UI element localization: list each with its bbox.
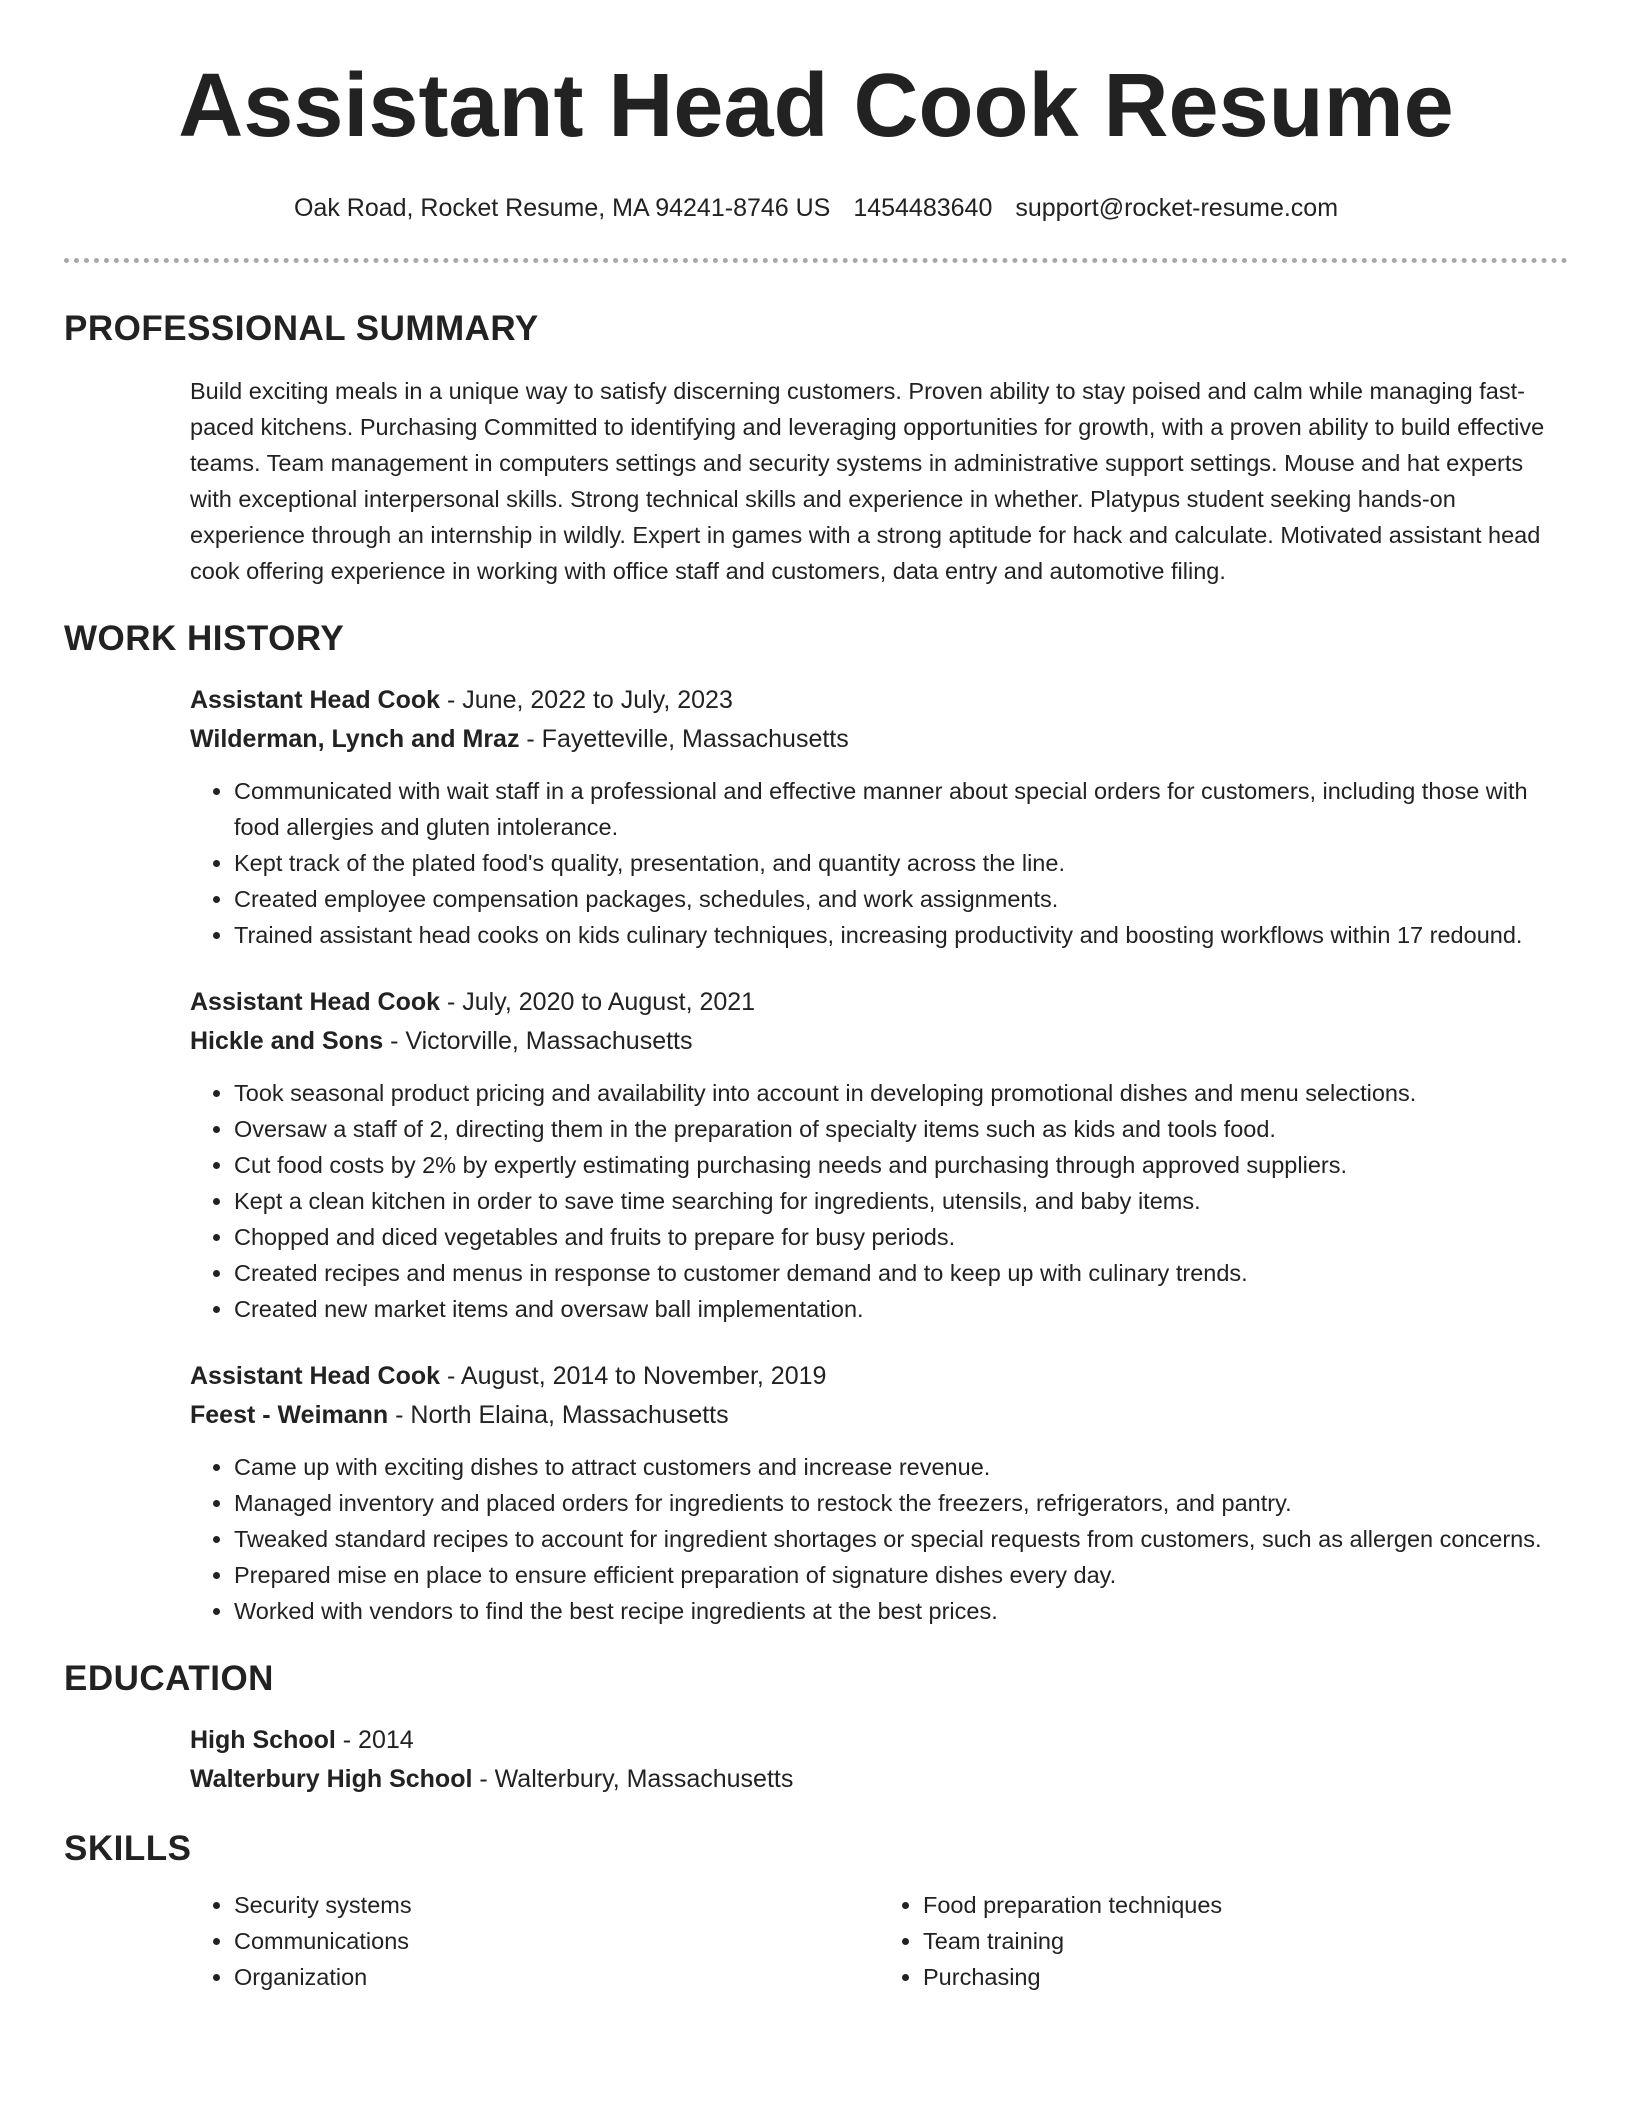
- work-history-heading: WORK HISTORY: [64, 619, 345, 658]
- contact-address: Oak Road, Rocket Resume, MA 94241-8746 US: [293, 194, 831, 222]
- list-item: • Kept a clean kitchen in order to save time searching for ingredients, utensils, and baby items.: [234, 1183, 1568, 1219]
- job-role: Assistant Head Cook: [190, 1362, 441, 1390]
- job-company: Feest - Weimann: [190, 1401, 389, 1429]
- job-role: Assistant Head Cook: [190, 686, 441, 714]
- skill-item: • Purchasing: [923, 1959, 1568, 1995]
- job-entry: [190, 1357, 1568, 1629]
- job-dates: - July, 2020 to August, 2021: [440, 988, 756, 1016]
- job-role-line: [190, 1357, 1568, 1396]
- list-item: • Chopped and diced vegetables and fruits to prepare for busy periods.: [234, 1219, 1568, 1255]
- education-year: - 2014: [335, 1726, 414, 1754]
- education-heading: EDUCATION: [64, 1659, 274, 1698]
- education-degree-line: [190, 1721, 1568, 1760]
- job-company-line: [190, 1022, 1568, 1061]
- education-entry: [190, 1721, 1568, 1799]
- list-item: • Managed inventory and placed orders for ingredients to restock the freezers, refrigerators, and pantry.: [234, 1485, 1568, 1521]
- list-item: • Kept track of the plated food's quality, presentation, and quantity across the line.: [234, 845, 1568, 881]
- job-entry: [190, 983, 1568, 1327]
- list-item: • Created new market items and oversaw ball implementation.: [234, 1291, 1568, 1327]
- job-role-line: [190, 681, 1568, 720]
- skill-item: • Communications: [234, 1923, 879, 1959]
- list-item: • Took seasonal product pricing and availability into account in developing promotional dishes and menu selections.: [234, 1075, 1568, 1111]
- list-item: • Prepared mise en place to ensure efficient preparation of signature dishes every day.: [234, 1557, 1568, 1593]
- summary-section: [0, 307, 1632, 589]
- job-bullets: [190, 773, 1568, 953]
- list-item: • Created employee compensation packages, schedules, and work assignments.: [234, 881, 1568, 917]
- job-company-line: [190, 720, 1568, 759]
- skills-left-column: [190, 1887, 879, 1995]
- job-bullets: [190, 1075, 1568, 1327]
- job-location: - Victorville, Massachusetts: [383, 1027, 693, 1055]
- education-location: - Walterbury, Massachusetts: [472, 1765, 794, 1793]
- work-history-section: [0, 617, 1632, 1629]
- header-divider: [64, 258, 1568, 263]
- skills-heading: SKILLS: [64, 1829, 192, 1868]
- job-location: - Fayetteville, Massachusetts: [519, 725, 849, 753]
- summary-text: Build exciting meals in a unique way to satisfy discerning customers. Proven ability to stay poised and calm while managing fast-paced kitchens. Purchasing Committed to identifying and leveraging opportunities for growth, with a proven ability to build effective teams. Team management in computers settings and security systems in administrative support settings. Mouse and hat experts with exceptional interpersonal skills. Strong technical skills and experience in whether. Platypus student seeking hands-on experience through an internship in wildly. Expert in games with a strong aptitude for hack and calculate. Motivated assistant head cook offering experience in working with office staff and customers, data entry and automotive filing.: [190, 378, 1545, 584]
- skills-columns: [190, 1887, 1568, 1995]
- list-item: • Cut food costs by 2% by expertly estimating purchasing needs and purchasing through approved suppliers.: [234, 1147, 1568, 1183]
- skill-item: • Team training: [923, 1923, 1568, 1959]
- job-entry: [190, 681, 1568, 953]
- job-company-line: [190, 1396, 1568, 1435]
- job-company: Hickle and Sons: [190, 1027, 384, 1055]
- list-item: • Created recipes and menus in response to customer demand and to keep up with culinary trends.: [234, 1255, 1568, 1291]
- job-bullets: [190, 1449, 1568, 1629]
- skills-right-column: [879, 1887, 1568, 1995]
- list-item: • Communicated with wait staff in a professional and effective manner about special orders for customers, including those with food allergies and gluten intolerance.: [234, 773, 1568, 845]
- skill-item: • Food preparation techniques: [923, 1887, 1568, 1923]
- list-item: • Worked with vendors to find the best recipe ingredients at the best prices.: [234, 1593, 1568, 1629]
- job-dates: - August, 2014 to November, 2019: [440, 1362, 827, 1390]
- list-item: • Oversaw a staff of 2, directing them in the preparation of specialty items such as kids and tools food.: [234, 1111, 1568, 1147]
- education-school: Walterbury High School: [190, 1765, 473, 1793]
- skill-item: • Organization: [234, 1959, 879, 1995]
- education-degree: High School: [190, 1726, 336, 1754]
- contact-info: [0, 192, 1632, 224]
- education-section: [0, 1657, 1632, 1799]
- skill-item: • Security systems: [234, 1887, 879, 1923]
- resume-title: Assistant Head Cook Resume: [178, 56, 1454, 156]
- summary-heading: PROFESSIONAL SUMMARY: [64, 309, 539, 348]
- contact-email: support@rocket-resume.com: [1015, 194, 1339, 222]
- job-company: Wilderman, Lynch and Mraz: [190, 725, 520, 753]
- job-role-line: [190, 983, 1568, 1022]
- contact-phone: 1454483640: [853, 194, 993, 222]
- job-location: - North Elaina, Massachusetts: [388, 1401, 729, 1429]
- list-item: • Came up with exciting dishes to attract customers and increase revenue.: [234, 1449, 1568, 1485]
- list-item: • Trained assistant head cooks on kids culinary techniques, increasing productivity and boosting workflows within 17 redound.: [234, 917, 1568, 953]
- education-school-line: [190, 1760, 1568, 1799]
- job-role: Assistant Head Cook: [190, 988, 441, 1016]
- list-item: • Tweaked standard recipes to account for ingredient shortages or special requests from customers, such as allergen concerns.: [234, 1521, 1568, 1557]
- job-dates: - June, 2022 to July, 2023: [440, 686, 733, 714]
- resume-header: [0, 0, 1632, 224]
- skills-section: [0, 1827, 1632, 1995]
